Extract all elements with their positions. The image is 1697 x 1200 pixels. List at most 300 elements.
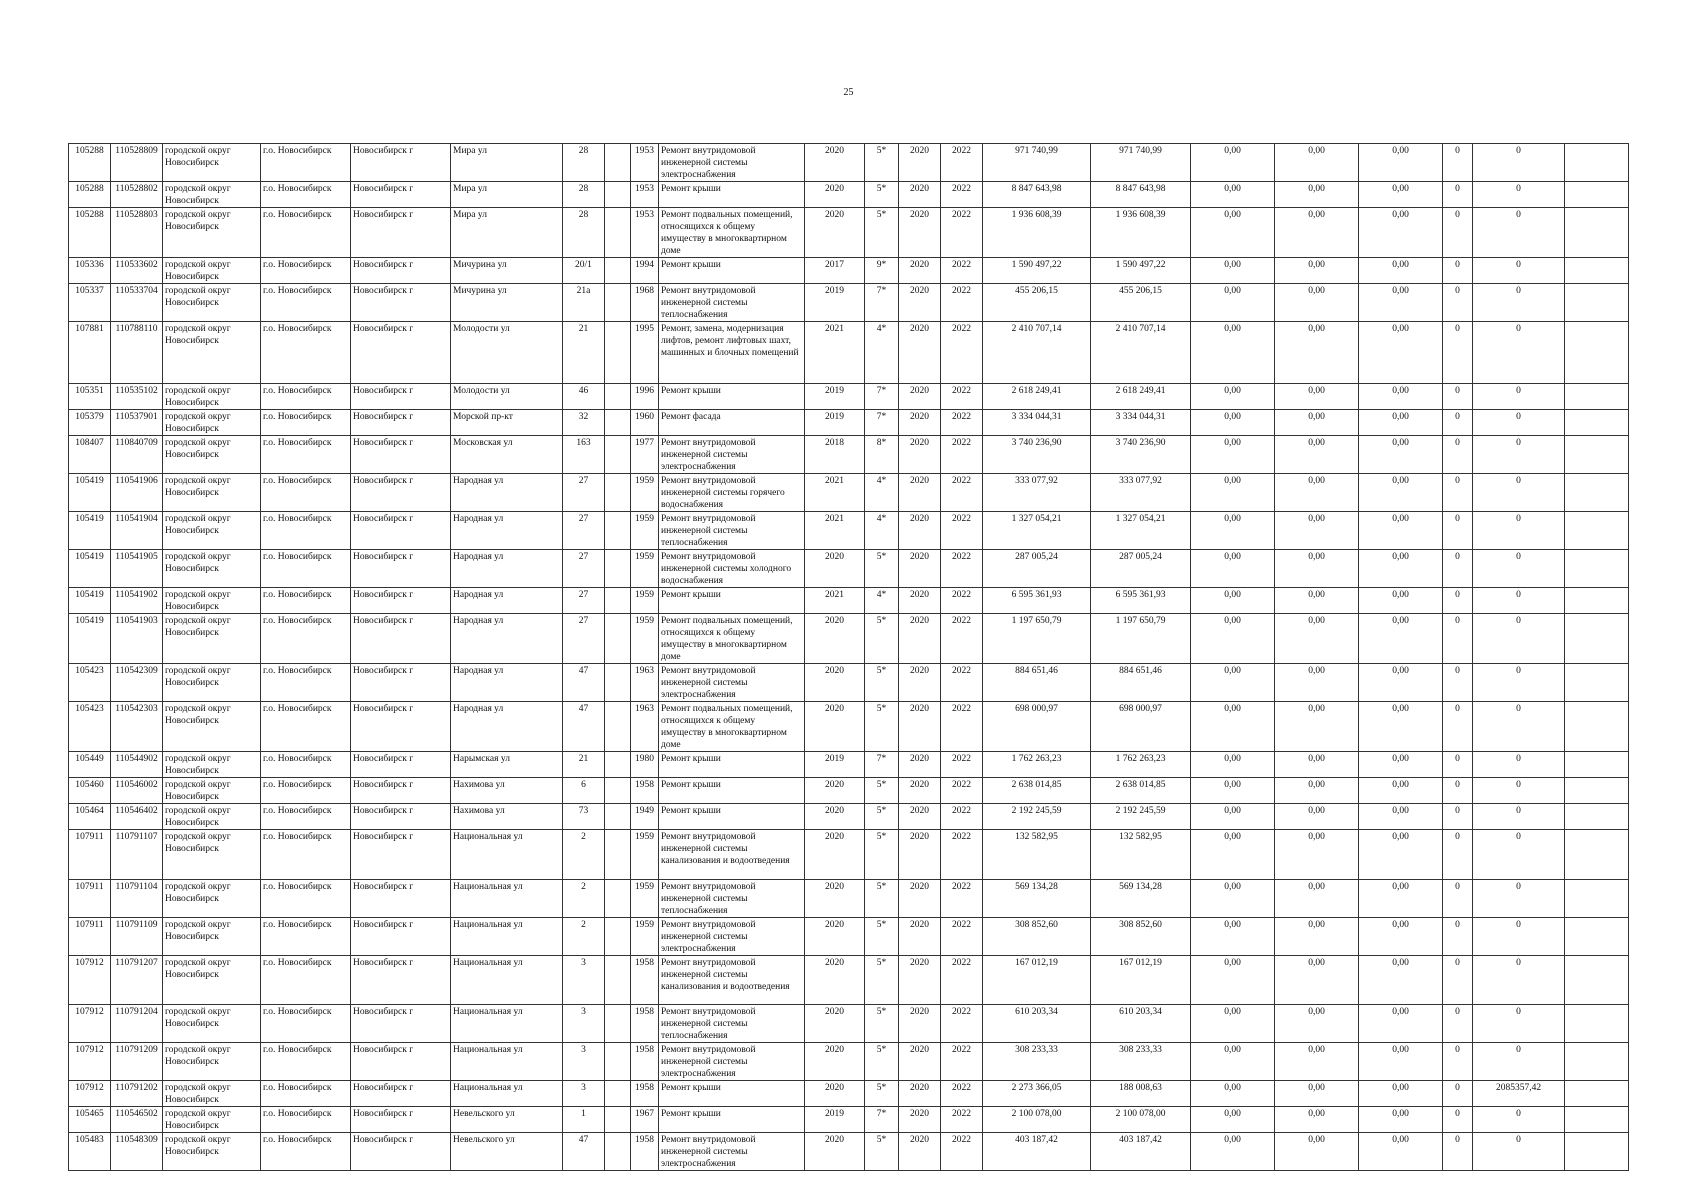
cell-house-id: 105419 [69, 588, 111, 614]
cell-street: Невельского ул [451, 1107, 563, 1133]
cell-year-built: 1958 [631, 778, 659, 804]
cell-remainder: 0 [1473, 474, 1565, 512]
cell-end-year: 2022 [941, 208, 983, 258]
cell-federal-funds: 0,00 [1359, 474, 1443, 512]
cell-street: Мира ул [451, 208, 563, 258]
cell-municipal-funds: 0,00 [1275, 384, 1359, 410]
cell-work-type: Ремонт внутридомовой инженерной системы электроснабжения [659, 436, 805, 474]
cell-total-cost: 971 740,99 [983, 144, 1091, 182]
cell-work-type: Ремонт крыши [659, 258, 805, 284]
cell-work-type: Ремонт крыши [659, 1107, 805, 1133]
cell-locality: Новосибирск г [351, 1043, 451, 1081]
cell-priority: 5* [865, 830, 899, 880]
cell-house-number: 1 [563, 1107, 605, 1133]
cell-year-built: 1958 [631, 1133, 659, 1171]
cell-regional-funds: 0,00 [1191, 956, 1275, 1005]
cell-federal-funds: 0,00 [1359, 804, 1443, 830]
cell-locality: Новосибирск г [351, 474, 451, 512]
cell-start-year: 2020 [899, 474, 941, 512]
cell-owner-funds: 6 595 361,93 [1091, 588, 1191, 614]
cell-note [1565, 664, 1629, 702]
cell-year-built: 1949 [631, 804, 659, 830]
cell-house-id: 105351 [69, 384, 111, 410]
cell-planned-year: 2019 [805, 384, 865, 410]
cell-owner-funds: 308 852,60 [1091, 918, 1191, 956]
cell-work-type: Ремонт подвальных помещений, относящихся к общему имуществу в многоквартирном доме [659, 702, 805, 752]
cell-house-number: 27 [563, 474, 605, 512]
cell-municipal-area: г.о. Новосибирск [261, 182, 351, 208]
cell-building [605, 702, 631, 752]
cell-regional-funds: 0,00 [1191, 880, 1275, 918]
cell-work-id: 110542309 [111, 664, 163, 702]
cell-municipal-area: г.о. Новосибирск [261, 1043, 351, 1081]
cell-house-number: 3 [563, 1081, 605, 1107]
cell-owner-funds: 2 410 707,14 [1091, 322, 1191, 384]
cell-work-type: Ремонт внутридомовой инженерной системы электроснабжения [659, 1133, 805, 1171]
cell-municipal-area: г.о. Новосибирск [261, 512, 351, 550]
cell-federal-funds: 0,00 [1359, 752, 1443, 778]
cell-remainder: 0 [1473, 1133, 1565, 1171]
cell-remainder: 0 [1473, 1005, 1565, 1043]
cell-house-id: 105419 [69, 474, 111, 512]
cell-note [1565, 144, 1629, 182]
cell-work-id: 110537901 [111, 410, 163, 436]
cell-federal-funds: 0,00 [1359, 1107, 1443, 1133]
cell-start-year: 2020 [899, 752, 941, 778]
cell-year-built: 1958 [631, 956, 659, 1005]
cell-priority: 5* [865, 880, 899, 918]
cell-locality: Новосибирск г [351, 1107, 451, 1133]
cell-municipal-district: городской округ Новосибирск [163, 956, 261, 1005]
cell-building [605, 512, 631, 550]
cell-regional-funds: 0,00 [1191, 830, 1275, 880]
cell-municipal-funds: 0,00 [1275, 588, 1359, 614]
cell-total-cost: 2 410 707,14 [983, 322, 1091, 384]
cell-municipal-area: г.о. Новосибирск [261, 664, 351, 702]
table-row [69, 830, 1629, 880]
cell-federal-funds: 0,00 [1359, 664, 1443, 702]
cell-locality: Новосибирск г [351, 614, 451, 664]
cell-priority: 5* [865, 1043, 899, 1081]
cell-municipal-funds: 0,00 [1275, 208, 1359, 258]
cell-owner-funds: 1 197 650,79 [1091, 614, 1191, 664]
cell-municipal-area: г.о. Новосибирск [261, 804, 351, 830]
cell-total-cost: 2 618 249,41 [983, 384, 1091, 410]
cell-street: Народная ул [451, 588, 563, 614]
cell-municipal-area: г.о. Новосибирск [261, 956, 351, 1005]
cell-building [605, 384, 631, 410]
cell-municipal-area: г.о. Новосибирск [261, 588, 351, 614]
cell-planned-year: 2020 [805, 804, 865, 830]
cell-other-funds: 0 [1443, 956, 1473, 1005]
cell-federal-funds: 0,00 [1359, 1081, 1443, 1107]
cell-other-funds: 0 [1443, 436, 1473, 474]
cell-regional-funds: 0,00 [1191, 384, 1275, 410]
cell-regional-funds: 0,00 [1191, 918, 1275, 956]
cell-municipal-area: г.о. Новосибирск [261, 1133, 351, 1171]
cell-note [1565, 208, 1629, 258]
cell-municipal-district: городской округ Новосибирск [163, 1005, 261, 1043]
cell-house-id: 105379 [69, 410, 111, 436]
cell-municipal-area: г.о. Новосибирск [261, 322, 351, 384]
cell-locality: Новосибирск г [351, 144, 451, 182]
cell-year-built: 1967 [631, 1107, 659, 1133]
cell-total-cost: 8 847 643,98 [983, 182, 1091, 208]
cell-municipal-district: городской округ Новосибирск [163, 474, 261, 512]
cell-owner-funds: 3 740 236,90 [1091, 436, 1191, 474]
cell-planned-year: 2020 [805, 144, 865, 182]
cell-owner-funds: 610 203,34 [1091, 1005, 1191, 1043]
cell-year-built: 1995 [631, 322, 659, 384]
cell-house-id: 107912 [69, 956, 111, 1005]
cell-note [1565, 258, 1629, 284]
cell-municipal-funds: 0,00 [1275, 830, 1359, 880]
cell-note [1565, 322, 1629, 384]
cell-owner-funds: 287 005,24 [1091, 550, 1191, 588]
cell-building [605, 588, 631, 614]
cell-regional-funds: 0,00 [1191, 182, 1275, 208]
cell-note [1565, 804, 1629, 830]
cell-house-id: 105288 [69, 208, 111, 258]
cell-start-year: 2020 [899, 830, 941, 880]
cell-priority: 7* [865, 752, 899, 778]
cell-other-funds: 0 [1443, 512, 1473, 550]
cell-owner-funds: 2 100 078,00 [1091, 1107, 1191, 1133]
cell-locality: Новосибирск г [351, 752, 451, 778]
cell-locality: Новосибирск г [351, 956, 451, 1005]
cell-end-year: 2022 [941, 550, 983, 588]
cell-building [605, 550, 631, 588]
cell-house-number: 3 [563, 956, 605, 1005]
cell-note [1565, 1043, 1629, 1081]
cell-planned-year: 2020 [805, 880, 865, 918]
cell-street: Народная ул [451, 702, 563, 752]
cell-planned-year: 2020 [805, 182, 865, 208]
cell-house-number: 2 [563, 918, 605, 956]
table-row [69, 956, 1629, 1005]
cell-note [1565, 284, 1629, 322]
cell-year-built: 1953 [631, 144, 659, 182]
cell-locality: Новосибирск г [351, 804, 451, 830]
cell-municipal-funds: 0,00 [1275, 550, 1359, 588]
cell-total-cost: 698 000,97 [983, 702, 1091, 752]
cell-federal-funds: 0,00 [1359, 956, 1443, 1005]
table-row [69, 1043, 1629, 1081]
cell-priority: 5* [865, 778, 899, 804]
cell-remainder: 0 [1473, 752, 1565, 778]
cell-other-funds: 0 [1443, 550, 1473, 588]
cell-locality: Новосибирск г [351, 702, 451, 752]
cell-other-funds: 0 [1443, 208, 1473, 258]
table-row [69, 436, 1629, 474]
cell-house-id: 108407 [69, 436, 111, 474]
cell-street: Молодости ул [451, 384, 563, 410]
cell-planned-year: 2018 [805, 436, 865, 474]
cell-total-cost: 1 590 497,22 [983, 258, 1091, 284]
cell-street: Национальная ул [451, 880, 563, 918]
cell-federal-funds: 0,00 [1359, 384, 1443, 410]
cell-work-id: 110528803 [111, 208, 163, 258]
cell-work-type: Ремонт внутридомовой инженерной системы теплоснабжения [659, 880, 805, 918]
cell-work-type: Ремонт фасада [659, 410, 805, 436]
cell-municipal-area: г.о. Новосибирск [261, 436, 351, 474]
cell-work-id: 110533602 [111, 258, 163, 284]
cell-start-year: 2020 [899, 614, 941, 664]
cell-remainder: 0 [1473, 550, 1565, 588]
cell-other-funds: 0 [1443, 474, 1473, 512]
cell-priority: 5* [865, 144, 899, 182]
cell-house-number: 3 [563, 1005, 605, 1043]
cell-other-funds: 0 [1443, 778, 1473, 804]
cell-note [1565, 1133, 1629, 1171]
cell-total-cost: 403 187,42 [983, 1133, 1091, 1171]
cell-work-id: 110541906 [111, 474, 163, 512]
cell-house-number: 46 [563, 384, 605, 410]
cell-work-id: 110541905 [111, 550, 163, 588]
cell-municipal-district: городской округ Новосибирск [163, 614, 261, 664]
cell-federal-funds: 0,00 [1359, 1133, 1443, 1171]
cell-locality: Новосибирск г [351, 436, 451, 474]
cell-house-number: 2 [563, 880, 605, 918]
cell-end-year: 2022 [941, 588, 983, 614]
cell-total-cost: 2 638 014,85 [983, 778, 1091, 804]
cell-year-built: 1958 [631, 1043, 659, 1081]
cell-remainder: 0 [1473, 1107, 1565, 1133]
cell-remainder: 0 [1473, 804, 1565, 830]
cell-priority: 5* [865, 614, 899, 664]
cell-year-built: 1959 [631, 880, 659, 918]
cell-municipal-district: городской округ Новосибирск [163, 880, 261, 918]
cell-regional-funds: 0,00 [1191, 614, 1275, 664]
cell-planned-year: 2020 [805, 778, 865, 804]
cell-municipal-area: г.о. Новосибирск [261, 778, 351, 804]
cell-end-year: 2022 [941, 778, 983, 804]
table-row [69, 474, 1629, 512]
cell-work-type: Ремонт внутридомовой инженерной системы теплоснабжения [659, 512, 805, 550]
cell-total-cost: 308 852,60 [983, 918, 1091, 956]
cell-remainder: 0 [1473, 182, 1565, 208]
cell-end-year: 2022 [941, 182, 983, 208]
table-row [69, 550, 1629, 588]
cell-owner-funds: 884 651,46 [1091, 664, 1191, 702]
cell-municipal-funds: 0,00 [1275, 956, 1359, 1005]
cell-planned-year: 2020 [805, 1005, 865, 1043]
table-row [69, 1081, 1629, 1107]
cell-locality: Новосибирск г [351, 778, 451, 804]
cell-start-year: 2020 [899, 778, 941, 804]
cell-remainder: 0 [1473, 880, 1565, 918]
cell-owner-funds: 167 012,19 [1091, 956, 1191, 1005]
cell-owner-funds: 971 740,99 [1091, 144, 1191, 182]
cell-work-type: Ремонт внутридомовой инженерной системы электроснабжения [659, 144, 805, 182]
cell-priority: 4* [865, 474, 899, 512]
cell-work-type: Ремонт крыши [659, 804, 805, 830]
cell-note [1565, 410, 1629, 436]
cell-municipal-district: городской округ Новосибирск [163, 918, 261, 956]
cell-municipal-funds: 0,00 [1275, 284, 1359, 322]
cell-municipal-district: городской округ Новосибирск [163, 804, 261, 830]
cell-building [605, 1133, 631, 1171]
cell-work-type: Ремонт внутридомовой инженерной системы канализования и водоотведения [659, 830, 805, 880]
cell-municipal-funds: 0,00 [1275, 1005, 1359, 1043]
cell-total-cost: 132 582,95 [983, 830, 1091, 880]
cell-regional-funds: 0,00 [1191, 208, 1275, 258]
cell-locality: Новосибирск г [351, 880, 451, 918]
cell-locality: Новосибирск г [351, 830, 451, 880]
cell-owner-funds: 1 762 263,23 [1091, 752, 1191, 778]
cell-owner-funds: 1 936 608,39 [1091, 208, 1191, 258]
table-row [69, 1005, 1629, 1043]
cell-start-year: 2020 [899, 1005, 941, 1043]
cell-year-built: 1968 [631, 284, 659, 322]
cell-other-funds: 0 [1443, 322, 1473, 384]
cell-priority: 4* [865, 588, 899, 614]
cell-planned-year: 2020 [805, 550, 865, 588]
cell-note [1565, 880, 1629, 918]
cell-house-id: 107911 [69, 918, 111, 956]
cell-planned-year: 2020 [805, 918, 865, 956]
cell-note [1565, 1107, 1629, 1133]
cell-priority: 7* [865, 284, 899, 322]
cell-street: Мира ул [451, 182, 563, 208]
cell-street: Народная ул [451, 474, 563, 512]
cell-house-id: 107912 [69, 1005, 111, 1043]
cell-start-year: 2020 [899, 664, 941, 702]
cell-street: Мира ул [451, 144, 563, 182]
cell-house-id: 105419 [69, 512, 111, 550]
table-body [69, 144, 1629, 1171]
cell-start-year: 2020 [899, 588, 941, 614]
cell-end-year: 2022 [941, 830, 983, 880]
cell-work-type: Ремонт крыши [659, 752, 805, 778]
cell-house-id: 107912 [69, 1043, 111, 1081]
cell-year-built: 1958 [631, 1081, 659, 1107]
cell-house-id: 105465 [69, 1107, 111, 1133]
cell-owner-funds: 3 334 044,31 [1091, 410, 1191, 436]
cell-house-id: 105419 [69, 614, 111, 664]
cell-municipal-funds: 0,00 [1275, 702, 1359, 752]
cell-planned-year: 2019 [805, 284, 865, 322]
cell-owner-funds: 1 590 497,22 [1091, 258, 1191, 284]
cell-house-number: 20/1 [563, 258, 605, 284]
cell-total-cost: 167 012,19 [983, 956, 1091, 1005]
cell-start-year: 2020 [899, 208, 941, 258]
cell-start-year: 2020 [899, 410, 941, 436]
cell-municipal-funds: 0,00 [1275, 614, 1359, 664]
cell-owner-funds: 132 582,95 [1091, 830, 1191, 880]
cell-house-id: 105336 [69, 258, 111, 284]
cell-year-built: 1959 [631, 830, 659, 880]
cell-municipal-funds: 0,00 [1275, 918, 1359, 956]
cell-work-id: 110542303 [111, 702, 163, 752]
cell-building [605, 474, 631, 512]
cell-note [1565, 512, 1629, 550]
cell-house-id: 107881 [69, 322, 111, 384]
cell-work-id: 110840709 [111, 436, 163, 474]
cell-remainder: 0 [1473, 778, 1565, 804]
cell-priority: 5* [865, 1005, 899, 1043]
cell-end-year: 2022 [941, 1043, 983, 1081]
cell-total-cost: 6 595 361,93 [983, 588, 1091, 614]
cell-federal-funds: 0,00 [1359, 778, 1443, 804]
cell-priority: 5* [865, 956, 899, 1005]
cell-end-year: 2022 [941, 752, 983, 778]
cell-building [605, 830, 631, 880]
cell-municipal-area: г.о. Новосибирск [261, 474, 351, 512]
cell-municipal-funds: 0,00 [1275, 474, 1359, 512]
cell-owner-funds: 8 847 643,98 [1091, 182, 1191, 208]
cell-street: Нахимова ул [451, 804, 563, 830]
cell-planned-year: 2021 [805, 588, 865, 614]
table-row [69, 144, 1629, 182]
cell-federal-funds: 0,00 [1359, 880, 1443, 918]
cell-owner-funds: 2 638 014,85 [1091, 778, 1191, 804]
cell-street: Мичурина ул [451, 284, 563, 322]
cell-note [1565, 550, 1629, 588]
cell-locality: Новосибирск г [351, 550, 451, 588]
cell-owner-funds: 308 233,33 [1091, 1043, 1191, 1081]
table-row [69, 384, 1629, 410]
cell-remainder: 0 [1473, 322, 1565, 384]
cell-federal-funds: 0,00 [1359, 208, 1443, 258]
cell-end-year: 2022 [941, 512, 983, 550]
cell-priority: 5* [865, 208, 899, 258]
cell-municipal-funds: 0,00 [1275, 1081, 1359, 1107]
cell-federal-funds: 0,00 [1359, 322, 1443, 384]
cell-start-year: 2020 [899, 702, 941, 752]
cell-federal-funds: 0,00 [1359, 512, 1443, 550]
cell-remainder: 0 [1473, 830, 1565, 880]
cell-work-type: Ремонт внутридомовой инженерной системы электроснабжения [659, 1043, 805, 1081]
cell-federal-funds: 0,00 [1359, 702, 1443, 752]
cell-work-id: 110791207 [111, 956, 163, 1005]
cell-end-year: 2022 [941, 614, 983, 664]
cell-municipal-district: городской округ Новосибирск [163, 144, 261, 182]
cell-municipal-district: городской округ Новосибирск [163, 182, 261, 208]
cell-federal-funds: 0,00 [1359, 1043, 1443, 1081]
cell-other-funds: 0 [1443, 918, 1473, 956]
cell-start-year: 2020 [899, 512, 941, 550]
cell-priority: 7* [865, 384, 899, 410]
cell-remainder: 0 [1473, 284, 1565, 322]
cell-work-id: 110541902 [111, 588, 163, 614]
cell-house-id: 105483 [69, 1133, 111, 1171]
cell-work-id: 110791107 [111, 830, 163, 880]
cell-start-year: 2020 [899, 1133, 941, 1171]
cell-federal-funds: 0,00 [1359, 436, 1443, 474]
cell-note [1565, 1081, 1629, 1107]
cell-total-cost: 2 100 078,00 [983, 1107, 1091, 1133]
cell-note [1565, 436, 1629, 474]
cell-street: Мичурина ул [451, 258, 563, 284]
cell-note [1565, 1005, 1629, 1043]
cell-regional-funds: 0,00 [1191, 778, 1275, 804]
cell-house-number: 73 [563, 804, 605, 830]
cell-municipal-district: городской округ Новосибирск [163, 410, 261, 436]
cell-total-cost: 884 651,46 [983, 664, 1091, 702]
cell-end-year: 2022 [941, 1107, 983, 1133]
cell-work-id: 110791202 [111, 1081, 163, 1107]
cell-building [605, 258, 631, 284]
cell-year-built: 1994 [631, 258, 659, 284]
cell-work-id: 110533704 [111, 284, 163, 322]
cell-municipal-funds: 0,00 [1275, 1107, 1359, 1133]
cell-end-year: 2022 [941, 322, 983, 384]
cell-note [1565, 956, 1629, 1005]
cell-planned-year: 2021 [805, 512, 865, 550]
cell-regional-funds: 0,00 [1191, 1107, 1275, 1133]
table-row [69, 512, 1629, 550]
